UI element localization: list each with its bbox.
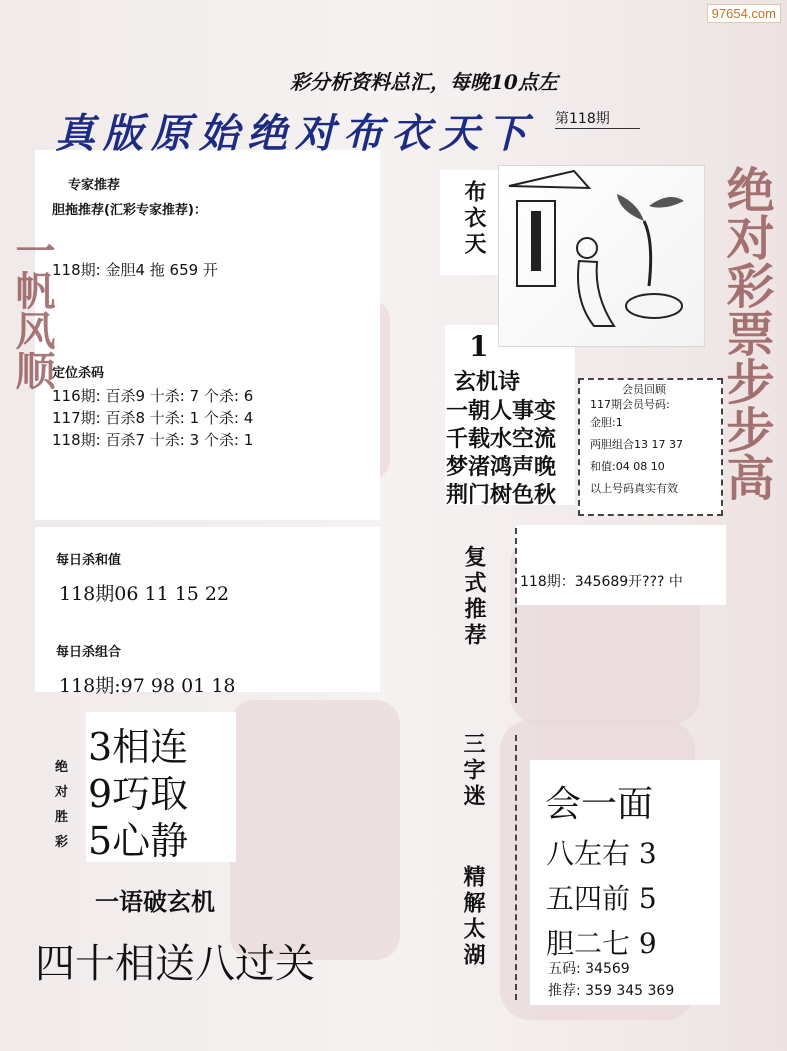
poem-line: 一朝人事变 xyxy=(446,399,557,424)
victory-line: 5心静 xyxy=(88,819,189,863)
poem-line: 千载水空流 xyxy=(446,427,557,452)
meet-item: 五四前 5 xyxy=(546,882,657,915)
main-title: 真版原始绝对布衣天下 xyxy=(55,110,535,157)
position-row: 116期: 百杀9 十杀: 7 个杀: 6 xyxy=(52,387,254,405)
combo-title: 每日杀组合 xyxy=(56,645,122,660)
left-vertical-banner: 一帆风顺 xyxy=(9,230,56,390)
sum-title: 每日杀和值 xyxy=(56,553,122,568)
position-row: 117期: 百杀8 十杀: 1 个杀: 4 xyxy=(52,409,254,427)
member-line: 和值:04 08 10 xyxy=(590,460,665,473)
xuanji-title: 玄机诗 xyxy=(454,369,521,395)
member-subtitle: 117期会员号码: xyxy=(590,398,670,411)
dashed-divider xyxy=(515,528,520,703)
expert-recommendation: 118期: 金胆4 拖 659 开 xyxy=(52,261,218,279)
meet-title: 会一面 xyxy=(545,784,654,825)
member-line: 金胆:1 xyxy=(590,416,623,429)
meet-item: 胆二七 9 xyxy=(546,927,657,960)
victory-big-text: 四十相送八过关 xyxy=(35,941,315,987)
combo-line: 118期:97 98 01 18 xyxy=(59,675,236,697)
side-number: 1 xyxy=(469,330,489,363)
member-line: 以上号码真实有效 xyxy=(590,482,678,495)
victory-tagline: 一语破玄机 xyxy=(95,887,215,916)
issue-number: 第118期 xyxy=(555,108,640,129)
sanzi-vertical-text: 三字迷 xyxy=(460,732,486,810)
member-line: 两胆组合13 17 37 xyxy=(590,438,683,451)
expert-subtitle: 胆拖推荐(汇彩专家推荐)： xyxy=(52,203,207,218)
position-title: 定位杀码 xyxy=(52,366,105,381)
poem-line: 荆门树色秋 xyxy=(446,483,557,508)
dashed-divider xyxy=(515,735,520,1000)
header-top-line: 彩分析资料总汇，每晚10点左 xyxy=(290,70,558,94)
right-vertical-banner: 绝对彩票步步高 xyxy=(718,165,774,501)
sum-line: 118期06 11 15 22 xyxy=(59,583,230,605)
poem-line: 梦渚鸿声晚 xyxy=(446,455,557,480)
member-review-box xyxy=(578,378,723,516)
illustration xyxy=(498,165,705,347)
victory-label: 绝对胜彩 xyxy=(55,760,69,850)
scholar-illustration xyxy=(499,166,704,346)
victory-line: 9巧取 xyxy=(88,772,189,816)
buyi-vertical-text: 布衣天 xyxy=(461,180,487,258)
fushi-vertical-text: 复式推荐 xyxy=(461,545,487,649)
member-title: 会员回顾 xyxy=(622,383,666,396)
position-row: 118期: 百杀7 十杀: 3 个杀: 1 xyxy=(52,431,254,449)
victory-line: 3相连 xyxy=(88,725,189,769)
recommendation: 推荐: 359 345 369 xyxy=(548,983,675,999)
jiejie-vertical-text: 精解太湖 xyxy=(460,865,486,969)
complex-line: 118期：345689开??? 中 xyxy=(520,574,683,590)
five-code: 五码: 34569 xyxy=(548,961,630,977)
meet-item: 八左右 3 xyxy=(546,837,657,870)
site-watermark: 97654.com xyxy=(707,4,781,23)
expert-title: 专家推荐 xyxy=(68,178,121,193)
